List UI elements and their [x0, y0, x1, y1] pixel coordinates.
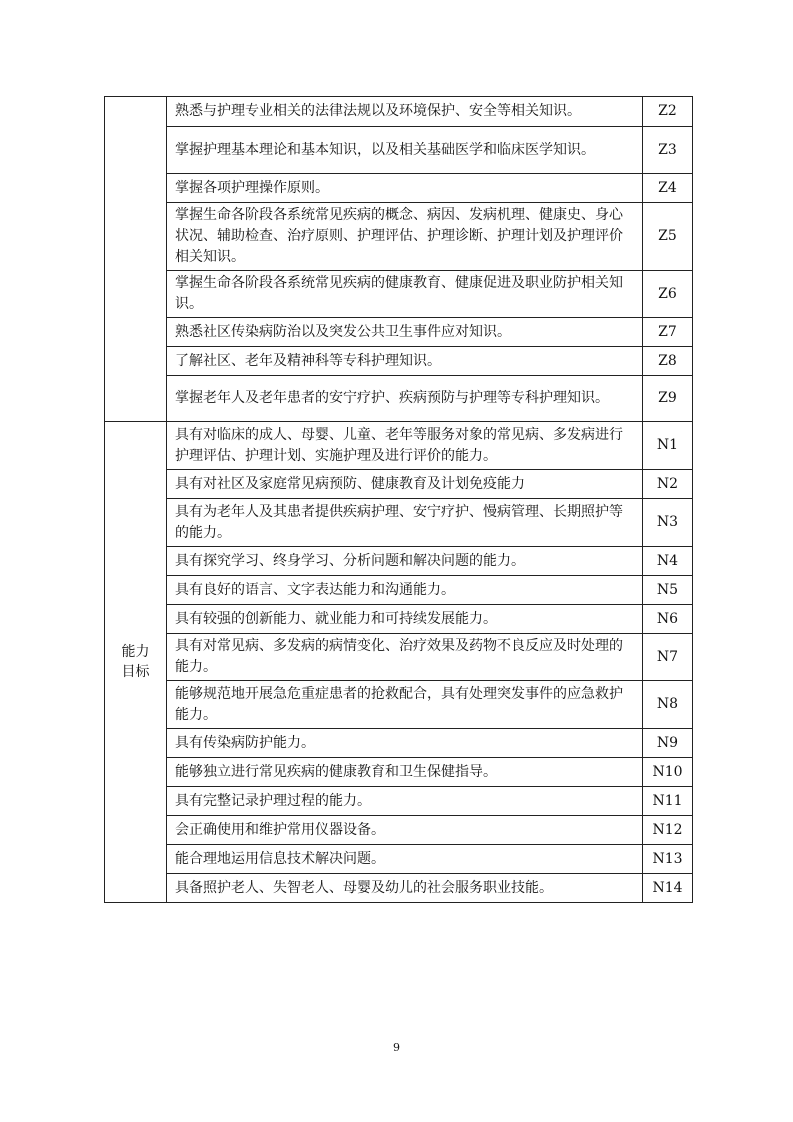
goal-description: 能合理地运用信息技术解决问题。	[167, 845, 643, 874]
table-row	[105, 174, 693, 203]
table-row	[105, 422, 693, 470]
table-row	[105, 203, 693, 271]
category-label: 目标	[121, 664, 150, 680]
goal-code: Z2	[643, 97, 693, 127]
table-row	[105, 318, 693, 347]
table-row	[105, 816, 693, 845]
table-row	[105, 376, 693, 422]
goal-description: 熟悉与护理专业相关的法律法规以及环境保护、安全等相关知识。	[167, 97, 643, 127]
table-row	[105, 874, 693, 903]
goal-code: Z8	[643, 347, 693, 376]
goal-description: 具有完整记录护理过程的能力。	[167, 787, 643, 816]
goal-code: N8	[643, 681, 693, 729]
table-row	[105, 729, 693, 758]
goal-description: 掌握护理基本理论和基本知识，以及相关基础医学和临床医学知识。	[167, 127, 643, 174]
goal-description: 了解社区、老年及精神科等专科护理知识。	[167, 347, 643, 376]
table-row	[105, 347, 693, 376]
goal-code: Z6	[643, 271, 693, 318]
goal-code: N1	[643, 422, 693, 470]
goal-code: N4	[643, 547, 693, 576]
goal-description: 具备照护老人、失智老人、母婴及幼儿的社会服务职业技能。	[167, 874, 643, 903]
table-row	[105, 634, 693, 681]
page-number: 9	[393, 1041, 400, 1054]
goal-description: 会正确使用和维护常用仪器设备。	[167, 816, 643, 845]
goal-description: 具有对临床的成人、母婴、儿童、老年等服务对象的常见病、多发病进行护理评估、护理计划、实施护理及进行评价的能力。	[167, 422, 643, 470]
category-cell	[105, 97, 167, 422]
goal-code: Z3	[643, 127, 693, 174]
goals-table-body	[105, 97, 693, 903]
goal-code: N10	[643, 758, 693, 787]
goal-description: 掌握老年人及老年患者的安宁疗护、疾病预防与护理等专科护理知识。	[167, 376, 643, 422]
category-cell	[105, 422, 167, 903]
goal-description: 掌握各项护理操作原则。	[167, 174, 643, 203]
goal-code: N9	[643, 729, 693, 758]
table-row	[105, 605, 693, 634]
table-row	[105, 470, 693, 499]
goal-description: 掌握生命各阶段各系统常见疾病的健康教育、健康促进及职业防护相关知识。	[167, 271, 643, 318]
table-row	[105, 576, 693, 605]
goal-code: N2	[643, 470, 693, 499]
goal-code: N14	[643, 874, 693, 903]
goal-description: 能够独立进行常见疾病的健康教育和卫生保健指导。	[167, 758, 643, 787]
table-row	[105, 845, 693, 874]
goal-code: Z5	[643, 203, 693, 271]
goal-description: 具有为老年人及其患者提供疾病护理、安宁疗护、慢病管理、长期照护等的能力。	[167, 499, 643, 547]
category-label: 能力	[121, 644, 150, 660]
table-row	[105, 681, 693, 729]
goals-table	[104, 96, 693, 903]
goal-description: 熟悉社区传染病防治以及突发公共卫生事件应对知识。	[167, 318, 643, 347]
table-row	[105, 499, 693, 547]
table-row	[105, 787, 693, 816]
goal-description: 具有良好的语言、文字表达能力和沟通能力。	[167, 576, 643, 605]
goal-code: N3	[643, 499, 693, 547]
table-row	[105, 271, 693, 318]
goal-description: 具有对常见病、多发病的病情变化、治疗效果及药物不良反应及时处理的能力。	[167, 634, 643, 681]
goal-code: N11	[643, 787, 693, 816]
goal-code: N7	[643, 634, 693, 681]
goal-description: 具有较强的创新能力、就业能力和可持续发展能力。	[167, 605, 643, 634]
goal-code: N13	[643, 845, 693, 874]
table-row	[105, 127, 693, 174]
goal-code: Z4	[643, 174, 693, 203]
table-row	[105, 547, 693, 576]
table-row	[105, 758, 693, 787]
goal-description: 具有传染病防护能力。	[167, 729, 643, 758]
goal-code: N5	[643, 576, 693, 605]
goal-code: N12	[643, 816, 693, 845]
table-row	[105, 97, 693, 127]
goal-description: 掌握生命各阶段各系统常见疾病的概念、病因、发病机理、健康史、身心状况、辅助检查、治疗原则、护理评估、护理诊断、护理计划及护理评价相关知识。	[167, 203, 643, 271]
goal-description: 能够规范地开展急危重症患者的抢救配合，具有处理突发事件的应急救护能力。	[167, 681, 643, 729]
goal-description: 具有对社区及家庭常见病预防、健康教育及计划免疫能力	[167, 470, 643, 499]
goal-code: N6	[643, 605, 693, 634]
goal-description: 具有探究学习、终身学习、分析问题和解决问题的能力。	[167, 547, 643, 576]
goal-code: Z7	[643, 318, 693, 347]
goal-code: Z9	[643, 376, 693, 422]
